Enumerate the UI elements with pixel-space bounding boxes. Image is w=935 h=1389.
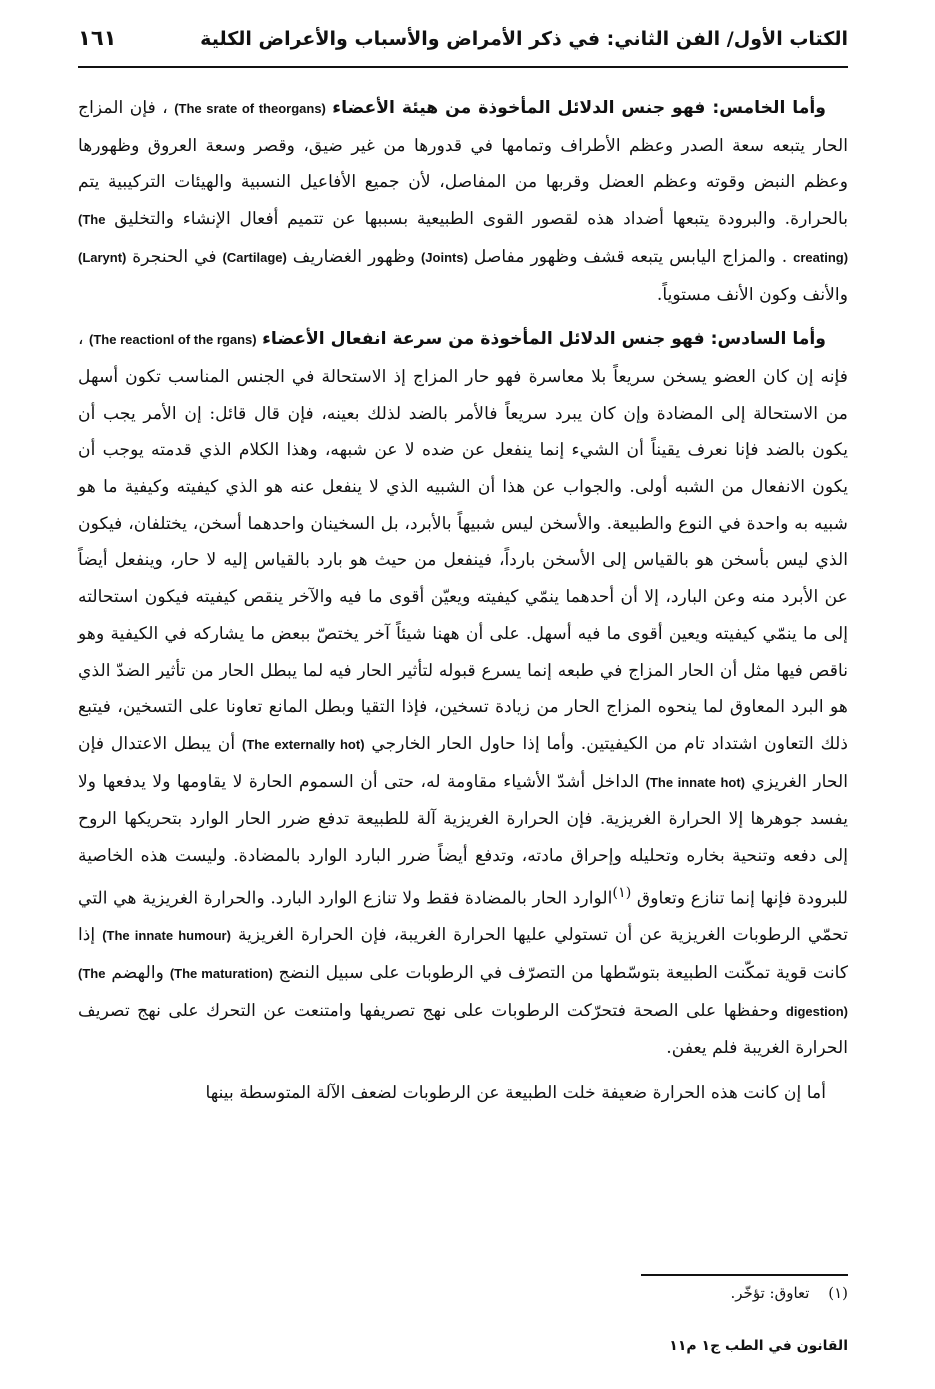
- footer-signature: القانون في الطب ج١ م١١: [669, 1338, 848, 1354]
- english-term: (The reactionl of the rgans): [89, 332, 257, 348]
- header-title: الكتاب الأول/ الفن الثاني: في ذكر الأمراض والأسباب والأعراض الكلية: [200, 28, 848, 50]
- book-page: [78, 18, 848, 1368]
- arabic-text: ، فإن المزاج الحار يتبعه سعة الصدر وعظم الأطراف وتمامها في قدورها من غير ضيق، وقصر وسعة العروق وظهورها وعظم النبض وقوته وعظم العضل وقربها من المفاصل، لأن جميع الأفاعيل النسبية والهيئات التركيبية يتم بالحرارة. والبرودة يتبعها أضداد هذه لقصور القوى الطبيعية بسببها عن تتميم أفعال الإنشاء والتخليق: [78, 98, 849, 230]
- footnote: [731, 1284, 849, 1302]
- english-term: (The maturation): [169, 965, 273, 981]
- english-term: (Joints): [420, 249, 468, 265]
- arabic-text: الداخل أشدّ الأشياء مقاومة له، حتى أن السموم الحارة لا يقاومها ولا يدفعها ولا يفسد جوهرها إلا الحرارة الغريزية. فإن الحرارة الغريزية آلة للطبيعة تدفع ضرر الحار الوارد بتحريكها الروح إلى دفعه وتنحية بخاره وتحليله وإحراق مادته، وتدفع أيضاً ضرر البارد الوارد بالمضادة. وليست هذه الخاصية للبرودة فإنها إنما تنازع وتعاوق: [78, 771, 848, 909]
- body-text: [78, 90, 848, 1112]
- footnote-text: تعاوق: تؤخّر.: [730, 1284, 810, 1302]
- arabic-text: أن يبطل الاعتدال فإن الحار الغريزي: [78, 733, 849, 792]
- english-term: (Larynt): [78, 249, 127, 265]
- arabic-text: إذا كانت قوية تمكّنت الطبيعة بتوسّطها من التصرّف في الرطوبات على سبيل النضج: [78, 925, 849, 983]
- english-term: (The externally hot): [241, 736, 365, 752]
- arabic-text: . والمزاج اليابس يتبعه قشف وظهور مفاصل: [473, 246, 788, 267]
- arabic-text: وظهور الغضاريف: [292, 246, 416, 267]
- arabic-text: والهضم: [111, 962, 164, 983]
- footnote-number: (١): [828, 1284, 848, 1302]
- page-number: ١٦١: [78, 26, 117, 50]
- english-term: (The digestion): [78, 965, 848, 1019]
- arabic-text: الوارد الحار بالمضادة فقط ولا تنازع الوارد البارد. والحرارة الغريزية هي التي تحمّي الرطوبات الغريزية عن أن تستولي عليها الحرارة الغريبة، فإن الحرارة الغريزية: [78, 888, 849, 946]
- footnote-divider: [641, 1274, 848, 1276]
- paragraph: [78, 321, 848, 1067]
- arabic-text: والأنف وكون الأنف مستوياً.: [656, 284, 848, 305]
- paragraph: [78, 1075, 848, 1112]
- english-term: (The srate of theorgans): [174, 101, 326, 116]
- english-term: (The innate humour): [102, 928, 231, 944]
- paragraph-heading: وأما الخامس: فهو جنس الدلائل المأخوذة من هيئة الأعضاء: [332, 98, 826, 118]
- paragraph: [78, 90, 848, 313]
- footnote-marker: (١): [612, 884, 632, 901]
- english-term: (Cartilage): [222, 249, 287, 265]
- arabic-text: في الحنجرة: [132, 246, 217, 267]
- arabic-text: ، فإنه إن كان العضو يسخن سريعاً بلا معاسرة فهو حار المزاج إذ الاستحالة في الجنس المناسب تكون أسهل من الاستحالة إلى المضادة وإن كان يبرد سريعاً فالأمر بالضد لذلك بعينه، فإن قال قائل: إن الأمر يجب أن يكون بالضد فإنا نعرف يقيناً أن الشيء إنما ينفعل عن ضده لا عن شبهه، وهذا الكلام الذي قدمته يوجب أن يكون الانفعال من الشبه أولى. والجواب عن هذا أن الشبيه الذي لا ينفعل عنه هو الذي كيفيته وكيفية ما هو شبيه به واحدة في النوع والطبيعة. والأسخن ليس شبيهاً بالأبرد، بل السخينان واحدهما أسخن، يختلفان، فيكون الذي ليس بأسخن هو بالقياس إلى الأسخن بارداً، فينفعل من حيث هو بارد بالقياس إليه لا حار، وينفعل أيضاً عن الأبرد منه وعن البارد، إلا أن أحدهما ينمّي كيفيته ويعيّن أقوى ما فيه والآخر ينقص كيفيته فيكون استحالته إلى ما ينمّي كيفيته ويعين أقوى ما فيه أسهل. على أن ههنا شيئاً آخر يختصّ ببعض ما يشاركه في الكيفية وهو ناقص فيها مثل أن الحار المزاج في طبعه إنما يسرع قبوله لتأثير الحار فيه لما يبطل الحار من تأثير الضدّ الذي هو البرد المعاوق لما ينحوه المزاج الحار من زيادة تسخين، فإذا التقيا وبطل المانع تعاونا على التسخين، فيتبع ذلك التعاون اشتداد تام من الكيفيتين. وأما إذا حاول الحار الخارجي: [78, 329, 848, 754]
- english-term: (The creating): [78, 212, 849, 265]
- arabic-text: أما إن كانت هذه الحرارة ضعيفة خلت الطبيعة عن الرطوبات لضعف الآلة المتوسطة بينها: [205, 1083, 826, 1104]
- paragraph-heading: وأما السادس: فهو جنس الدلائل المأخوذة من سرعة انفعال الأعضاء: [262, 329, 826, 350]
- english-term: (The innate hot): [645, 774, 746, 790]
- running-header: [78, 18, 848, 68]
- arabic-text: وحفظها على الصحة فتحرّكت الرطوبات على نهج تصريفها وامتنعت عن التحرك على نهج تصريف الحرارة الغريبة فلم يعفن.: [78, 1000, 848, 1059]
